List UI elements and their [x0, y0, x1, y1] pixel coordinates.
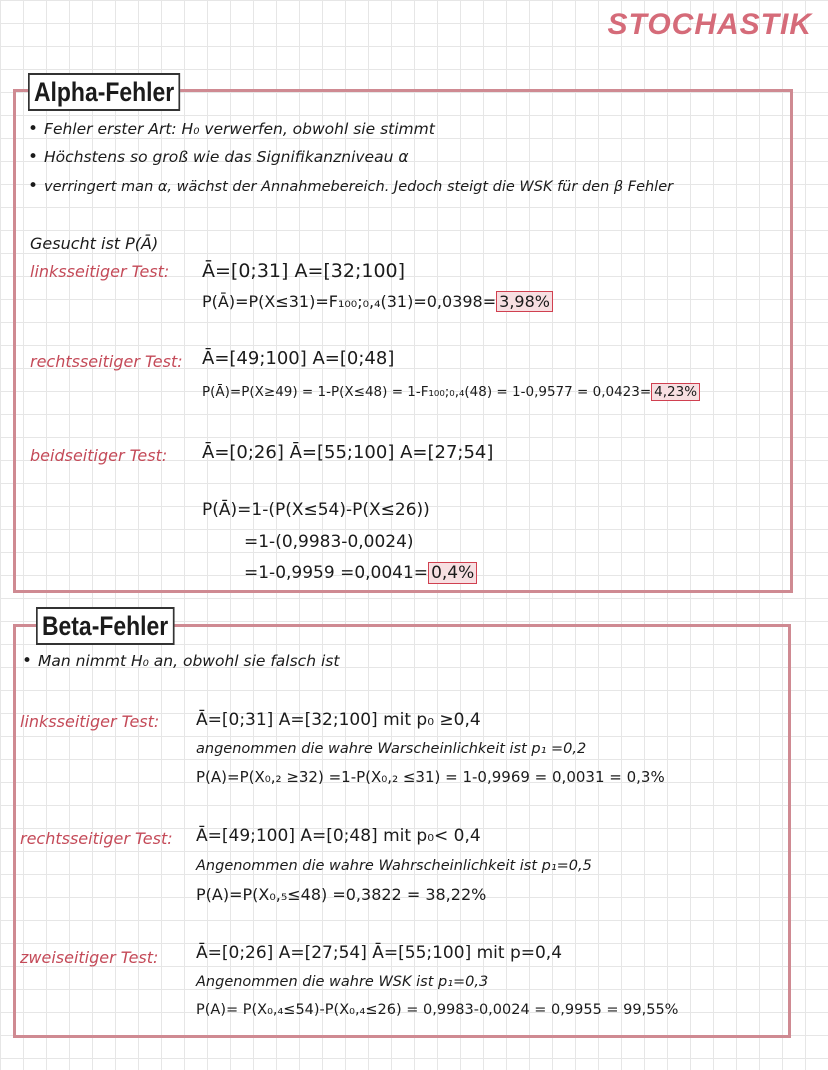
beta-right-line1: Ā=[49;100] A=[0;48] mit p₀< 0,4	[196, 826, 481, 846]
alpha-bullet-2: • Höchstens so groß wie das Signifikanzniveau α	[28, 147, 409, 167]
beta-right-label: rechtsseitiger Test:	[20, 829, 173, 848]
alpha-both-line2: P(Ā)=1-(P(X≤54)-P(X≤26))	[202, 500, 430, 520]
beta-left-line2: angenommen die wahre Warscheinlichkeit ist p₁ =0,2	[196, 741, 587, 757]
page-title: STOCHASTIK	[607, 8, 812, 41]
beta-left-line3: P(A)=P(X₀,₂ ≥32) =1-P(X₀,₂ ≤31) = 1-0,9969 = 0,0031 = 0,3%	[196, 768, 665, 786]
alpha-right-line1: Ā=[49;100] A=[0;48]	[202, 348, 395, 369]
alpha-bullet-1: • Fehler erster Art: H₀ verwerfen, obwohl sie stimmt	[28, 119, 435, 139]
alpha-right-result: 4,23%	[651, 383, 700, 401]
alpha-left-line1: Ā=[0;31] A=[32;100]	[202, 260, 406, 282]
alpha-left-line2	[202, 292, 553, 311]
beta-both-line1: Ā=[0;26] A=[27;54] Ā=[55;100] mit p=0,4	[196, 943, 563, 963]
alpha-both-line4	[244, 563, 477, 583]
alpha-bullet-3: • verringert man α, wächst der Annahmebereich. Jedoch steigt die WSK für den β Fehler	[28, 176, 673, 196]
alpha-right-label: rechtsseitiger Test:	[30, 352, 183, 371]
alpha-gesucht: Gesucht ist P(Ā)	[30, 234, 159, 253]
alpha-both-result: 0,4%	[428, 562, 477, 584]
alpha-left-label: linksseitiger Test:	[30, 262, 170, 281]
alpha-heading: Alpha-Fehler	[28, 73, 180, 111]
alpha-right-formula: P(Ā)=P(X≥49) = 1-P(X≤48) = 1-F₁₀₀;₀,₄(48) = 1-0,9577 = 0,0423=	[202, 384, 652, 400]
alpha-left-result: 3,98%	[496, 291, 553, 312]
beta-right-line3: P(A)=P(X₀,₅≤48) =0,3822 = 38,22%	[196, 885, 487, 904]
alpha-right-line2	[202, 384, 700, 400]
beta-right-line2: Angenommen die wahre Wahrscheinlichkeit ist p₁=0,5	[196, 858, 592, 874]
alpha-both-line1: Ā=[0;26] Ā=[55;100] A=[27;54]	[202, 442, 494, 463]
beta-both-line3: P(A)= P(X₀,₄≤54)-P(X₀,₄≤26) = 0,9983-0,0024 = 0,9955 = 99,55%	[196, 1002, 679, 1018]
beta-both-label: zweiseitiger Test:	[20, 948, 159, 967]
alpha-left-formula: P(Ā)=P(X≤31)=F₁₀₀;₀,₄(31)=0,0398=	[202, 292, 497, 311]
beta-left-line1: Ā=[0;31] A=[32;100] mit p₀ ≥0,4	[196, 710, 481, 730]
beta-both-line2: Angenommen die wahre WSK ist p₁=0,3	[196, 974, 489, 990]
alpha-both-line3: =1-(0,9983-0,0024)	[244, 532, 414, 552]
alpha-both-label: beidseitiger Test:	[30, 446, 168, 465]
beta-bullet: • Man nimmt H₀ an, obwohl sie falsch ist	[22, 651, 339, 671]
beta-left-label: linksseitiger Test:	[20, 712, 160, 731]
alpha-both-formula: =1-0,9959 =0,0041=	[244, 563, 429, 583]
beta-heading: Beta-Fehler	[36, 607, 174, 645]
